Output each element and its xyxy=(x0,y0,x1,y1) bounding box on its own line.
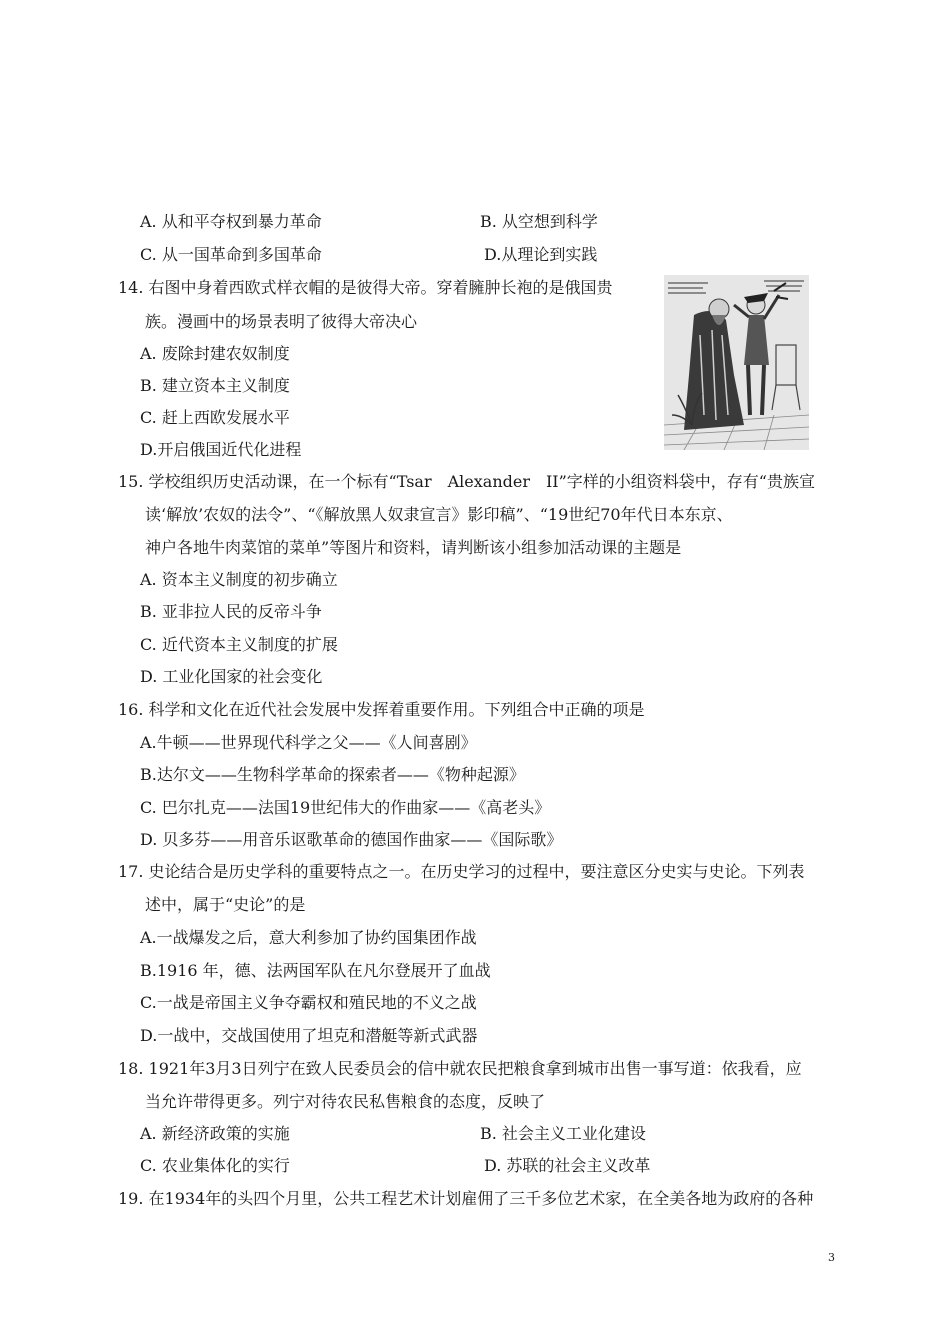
q15-stem-line-2: 读‘解放’农奴的法令”、“《解放黑人奴隶宣言》影印稿”、“19世纪70年代日本东京、 xyxy=(145,505,733,524)
q14-stem-line-1: 14. 右图中身着西欧式样衣帽的是彼得大帝。穿着臃肿长袍的是俄国贵 xyxy=(118,278,613,297)
q18-option-a: A. 新经济政策的实施 xyxy=(140,1124,290,1143)
q17-stem-line-2: 述中，属于“史论”的是 xyxy=(145,895,306,914)
q13-option-c: C. 从一国革命到多国革命 xyxy=(140,245,322,264)
q15-option-a: A. 资本主义制度的初步确立 xyxy=(140,570,338,589)
q18-stem-line-1: 18. 1921年3月3日列宁在致人民委员会的信中就农民把粮食拿到城市出售一事写道：依我看，应 xyxy=(118,1059,802,1078)
q15-stem-line-3: 神户各地牛肉菜馆的菜单”等图片和资料，请判断该小组参加活动课的主题是 xyxy=(145,538,682,557)
page-number: 3 xyxy=(828,1251,835,1264)
peter-the-great-cartoon-icon xyxy=(664,275,809,450)
q18-option-c: C. 农业集体化的实行 xyxy=(140,1156,290,1175)
q16-option-a: A.牛顿——世界现代科学之父——《人间喜剧》 xyxy=(140,733,477,752)
q15-option-b: B. 亚非拉人民的反帝斗争 xyxy=(140,602,322,621)
q17-option-b: B.1916 年，德、法两国军队在凡尔登展开了血战 xyxy=(140,961,491,980)
q15-stem-line-1: 15. 学校组织历史活动课，在一个标有“Tsar Alexander II”字样的小组资料袋中，存有“贵族宣 xyxy=(118,472,815,491)
q19-stem-line-1: 19. 在1934年的头四个月里，公共工程艺术计划雇佣了三千多位艺术家，在全美各地为政府的各种 xyxy=(118,1189,814,1208)
q14-stem-line-2: 族。漫画中的场景表明了彼得大帝决心 xyxy=(145,312,418,331)
q18-option-d: D. 苏联的社会主义改革 xyxy=(484,1156,651,1175)
q14-option-c: C. 赶上西欧发展水平 xyxy=(140,408,290,427)
q16-stem-line-1: 16. 科学和文化在近代社会发展中发挥着重要作用。下列组合中正确的项是 xyxy=(118,700,645,719)
q18-option-b: B. 社会主义工业化建设 xyxy=(480,1124,646,1143)
q16-option-b: B.达尔文——生物科学革命的探索者——《物种起源》 xyxy=(140,765,525,784)
q17-option-a: A.一战爆发之后，意大利参加了协约国集团作战 xyxy=(140,928,477,947)
q15-option-d: D. 工业化国家的社会变化 xyxy=(140,667,323,686)
q14-option-a: A. 废除封建农奴制度 xyxy=(140,344,290,363)
q17-option-c: C.一战是帝国主义争夺霸权和殖民地的不义之战 xyxy=(140,993,477,1012)
q15-option-c: C. 近代资本主义制度的扩展 xyxy=(140,635,338,654)
q18-stem-line-2: 当允许带得更多。列宁对待农民私售粮食的态度，反映了 xyxy=(145,1092,546,1111)
q16-option-d: D. 贝多芬——用音乐讴歌革命的德国作曲家——《国际歌》 xyxy=(140,830,563,849)
q14-option-d: D.开启俄国近代化进程 xyxy=(140,440,302,459)
q14-option-b: B. 建立资本主义制度 xyxy=(140,376,290,395)
q13-option-b: B. 从空想到科学 xyxy=(480,212,598,231)
q13-option-a: A. 从和平夺权到暴力革命 xyxy=(140,212,322,231)
q17-option-d: D.一战中，交战国使用了坦克和潜艇等新式武器 xyxy=(140,1026,478,1045)
q17-stem-line-1: 17. 史论结合是历史学科的重要特点之一。在历史学习的过程中，要注意区分史实与史论。下列表 xyxy=(118,862,805,881)
q13-option-d: D.从理论到实践 xyxy=(484,245,598,264)
q16-option-c: C. 巴尔扎克——法国19世纪伟大的作曲家——《高老头》 xyxy=(140,798,551,817)
